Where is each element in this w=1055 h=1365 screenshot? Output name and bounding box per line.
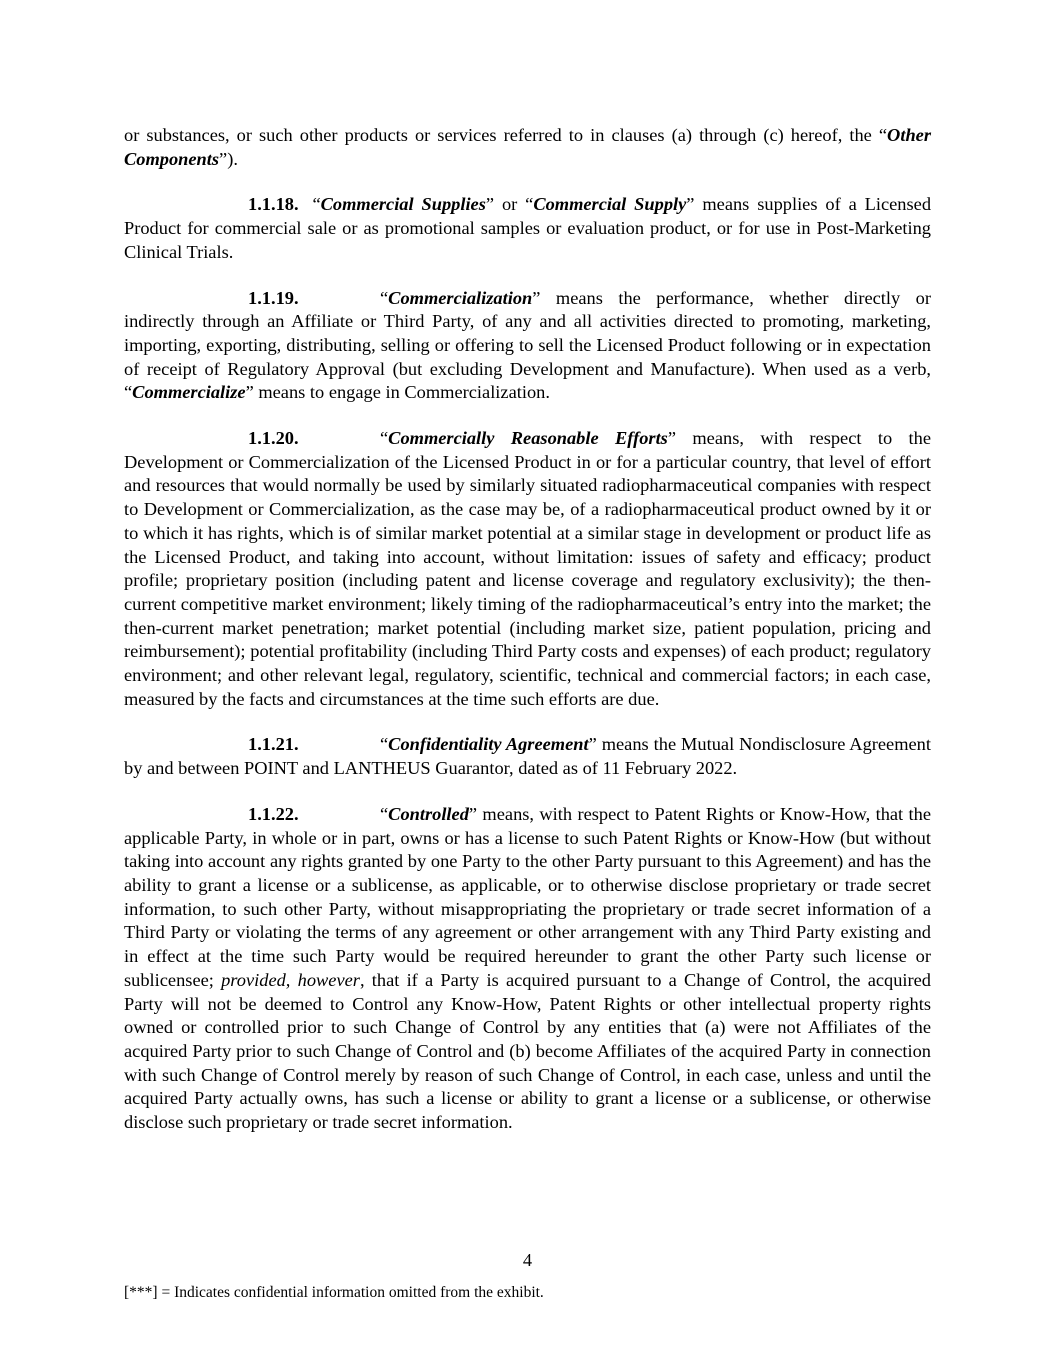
- section-1-1-21: [124, 733, 931, 780]
- section-number: 1.1.22.: [248, 803, 299, 824]
- paragraph-text: “: [380, 428, 389, 449]
- paragraph-text: ” means, with respect to Patent Rights or Know-How, that the applicable Party, in whole or in part, owns or has a license to such Patent Rights or Know-How (but without taking into account any rights granted by one Party to the other Party pursuant to this Agreement) and has the ability to grant a license or a sublicense, as applicable, or to otherwise disclose proprietary or trade secret information, to such other Party, without misappropriating the proprietary or trade secret information of a Third Party or violating the terms of any agreement or other arrangement with any Third Party existing and in effect at the time such Party would be required hereunder to grant the other Party such license or sublicensee;: [124, 803, 931, 990]
- paragraph-text: ” means, with respect to the Development or Commercialization of the Licensed Product in or for a particular country, that level of effort and resources that would normally be used by similarly situated radiopharmaceutical companies with respect to Development or Commercialization, as the case may be, of a radiopharmaceutical product owned by it or to which it has rights, which is of similar market potential at a similar stage in development or product life as the Licensed Product, and taking into account, without limitation: issues of safety and efficacy; product profile; proprietary position (including patent and license coverage and regulatory exclusivity); the then-current competitive market environment; likely timing of the radiopharmaceutical’s entry into the market; the then-current market penetration; market potential (including market size, patient population, pricing and reimbursement); potential profitability (including Third Party costs and expenses) of each product; regulatory environment; and other relevant legal, regulatory, scientific, technical and commercial factors; in each case, measured by the facts and circumstances at the time such efforts are due.: [124, 428, 932, 709]
- paragraph-text: “: [380, 287, 389, 308]
- section-number: 1.1.19.: [248, 287, 299, 308]
- paragraph-continuation: [124, 124, 931, 171]
- paragraph-text: , that if a Party is acquired pursuant to a Change of Control, the acquired Party will not be deemed to Control any Know-How, Patent Rights or other intellectual property rights owned or controlled prior to such Change of Control by any entities that (a) were not Affiliates of the acquired Party prior to such Change of Control and (b) become Affiliates of the acquired Party in connection with such Change of Control merely by reason of such Change of Control, in each case, unless and until the acquired Party actually owns, has such a license or ability to grant a license or a sublicense, or otherwise disclose such proprietary or trade secret information.: [124, 969, 931, 1133]
- paragraph-text: ” means the Mutual Nondisclosure Agreement by and between POINT and LANTHEUS Guarantor, dated as of 11 February 2022.: [124, 734, 931, 779]
- defined-term: Other Components: [124, 125, 931, 169]
- section-number: 1.1.20.: [248, 428, 299, 449]
- paragraph-text: “: [380, 734, 389, 755]
- paragraph-text: ”).: [219, 148, 238, 169]
- paragraph-text: ” means to engage in Commercialization.: [245, 382, 550, 403]
- section-number: 1.1.21.: [248, 734, 299, 755]
- defined-term: Controlled: [388, 803, 469, 824]
- section-number: 1.1.18.: [248, 194, 299, 215]
- italic-phrase: provided, however: [221, 969, 360, 990]
- paragraph-text: “: [380, 803, 389, 824]
- defined-term: Commercially Reasonable Efforts: [388, 428, 668, 449]
- defined-term: Commercial Supply: [533, 194, 687, 215]
- section-1-1-20: [124, 427, 931, 711]
- paragraph-text: ” means supplies of a Licensed Product for commercial sale or as promotional samples or evaluation product, or for use in Post-Marketing Clinical Trials.: [124, 194, 932, 262]
- document-body: [124, 124, 931, 1157]
- section-1-1-22: [124, 803, 931, 1135]
- defined-term: Commercial Supplies: [320, 194, 486, 215]
- defined-term: Commercialization: [388, 287, 533, 308]
- paragraph-text: or substances, or such other products or services referred to in clauses (a) through (c) hereof, the “: [124, 125, 888, 145]
- section-1-1-18: [124, 193, 931, 264]
- paragraph-text: ” means the performance, whether directly or indirectly through an Affiliate or Third Party, of any and all activities directed to promoting, marketing, importing, exporting, distributing, selling or offering to sell the Licensed Product following or in expectation of receipt of Regulatory Approval (but excluding Development and Manufacture). When used as a verb, “: [124, 287, 931, 403]
- section-1-1-19: [124, 287, 931, 406]
- paragraph-text: ” or “: [485, 194, 534, 215]
- defined-term: Confidentiality Agreement: [388, 734, 589, 755]
- footer-note: [***] = Indicates confidential information omitted from the exhibit.: [124, 1284, 544, 1301]
- page-number: 4: [522, 1250, 533, 1270]
- paragraph-text: “: [304, 194, 321, 215]
- defined-term: Commercialize: [132, 382, 246, 403]
